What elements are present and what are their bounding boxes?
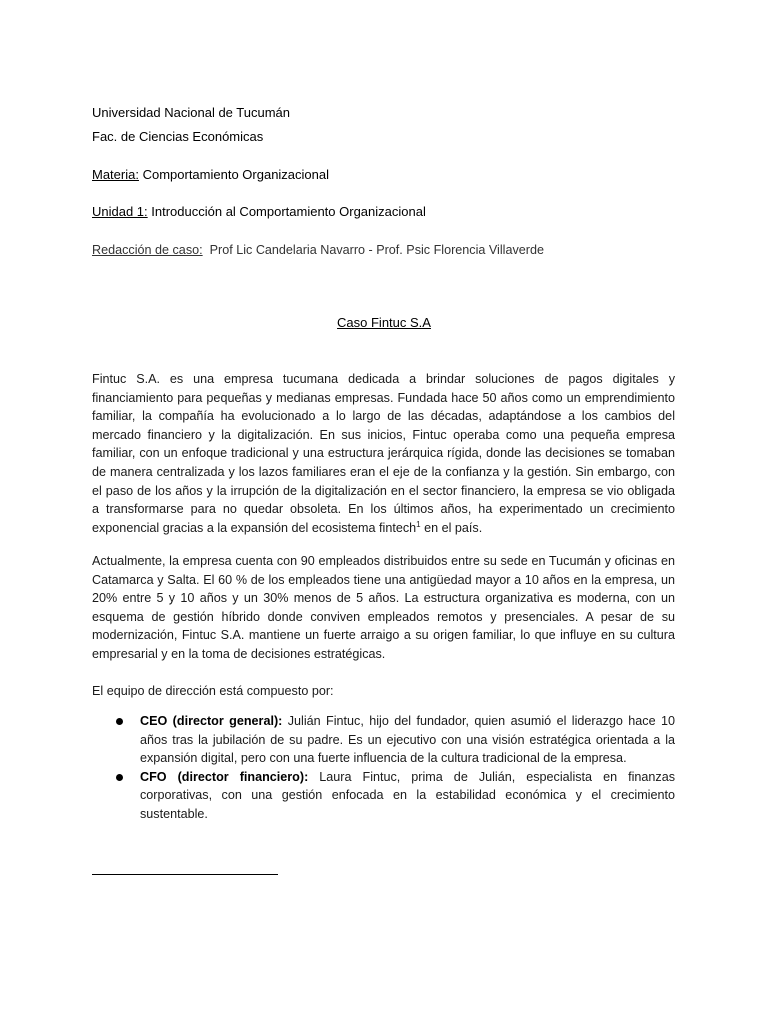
management-list bbox=[92, 712, 675, 824]
faculty-name: Fac. de Ciencias Económicas bbox=[92, 129, 264, 144]
bullet-icon bbox=[116, 774, 123, 781]
authors-label: Redacción de caso: bbox=[92, 243, 203, 257]
footnote-mark: 1 bbox=[416, 519, 421, 529]
university-name: Universidad Nacional de Tucumán bbox=[92, 105, 290, 120]
paragraph-intro-text: Fintuc S.A. es una empresa tucumana dedicada a brindar soluciones de pagos digitales y financiamiento para pequeñas y medianas empresas. Fundada hace 50 años como un emprendimiento familiar, la compañía ha evolucionado a lo largo de las décadas, adaptándose a los cambios del mercado financiero y la digitalización. En sus inicios, Fintuc operaba como una pequeña empresa familiar, con un enfoque tradicional y una estructura jerárquica rígida, donde las decisiones se tomaban de manera centralizada y los lazos familiares eran el eje de la confianza y la gestión. Sin embargo, con el paso de los años y la irrupción de la digitalización en el sector financiero, la empresa se vio obligada a transformarse para no quedar obsoleta. En los últimos años, ha experimentado un crecimiento exponencial gracias a la expansión del ecosistema fintech bbox=[92, 372, 675, 535]
case-title: Caso Fintuc S.A bbox=[337, 315, 431, 330]
paragraph-employees: Actualmente, la empresa cuenta con 90 empleados distribuidos entre su sede en Tucumán y oficinas en Catamarca y Salta. El 60 % de los empleados tiene una antigüedad mayor a 10 años en la empresa, un 20% entre 5 y 10 años y un 30% menos de 5 años. La estructura organizativa es moderna, con un esquema de gestión híbrido donde conviven empleados remotos y presenciales. A pesar de su modernización, Fintuc S.A. mantiene un fuerte arraigo a su origen familiar, lo que influye en su cultura empresarial y en la toma de decisiones estratégicas. bbox=[92, 554, 675, 661]
cfo-description: Laura Fintuc, prima de Julián, especialista en finanzas corporativas, con una gestión enfocada en la estabilidad económica y el crecimiento sustentable. bbox=[140, 769, 675, 821]
paragraph-intro bbox=[92, 370, 675, 537]
bullet-icon bbox=[116, 718, 123, 725]
unit-line bbox=[92, 204, 426, 220]
unit-label: Unidad 1: bbox=[92, 204, 148, 219]
paragraph-management-intro: El equipo de dirección está compuesto por: bbox=[92, 684, 334, 698]
authors-value: Prof Lic Candelaria Navarro - Prof. Psic Florencia Villaverde bbox=[202, 243, 544, 257]
subject-label: Materia: bbox=[92, 167, 139, 182]
footnote-separator bbox=[92, 874, 278, 875]
authors-line bbox=[92, 242, 544, 258]
subject-value: Comportamiento Organizacional bbox=[138, 167, 330, 182]
paragraph-intro-end: en el país. bbox=[420, 520, 483, 535]
unit-value: Introducción al Comportamiento Organizacional bbox=[147, 204, 426, 219]
list-item-ceo bbox=[92, 712, 675, 768]
list-item-cfo bbox=[92, 768, 675, 824]
cfo-label: CFO (director financiero): bbox=[140, 769, 309, 784]
ceo-description: Julián Fintuc, hijo del fundador, quien asumió el liderazgo hace 10 años tras la jubilación de su padre. Es un ejecutivo con una visión estratégica orientada a la expansión digital, pero con una fuerte influencia de la cultura tradicional de la empresa. bbox=[140, 714, 675, 766]
subject-line bbox=[92, 167, 329, 183]
ceo-label: CEO (director general): bbox=[140, 714, 283, 728]
